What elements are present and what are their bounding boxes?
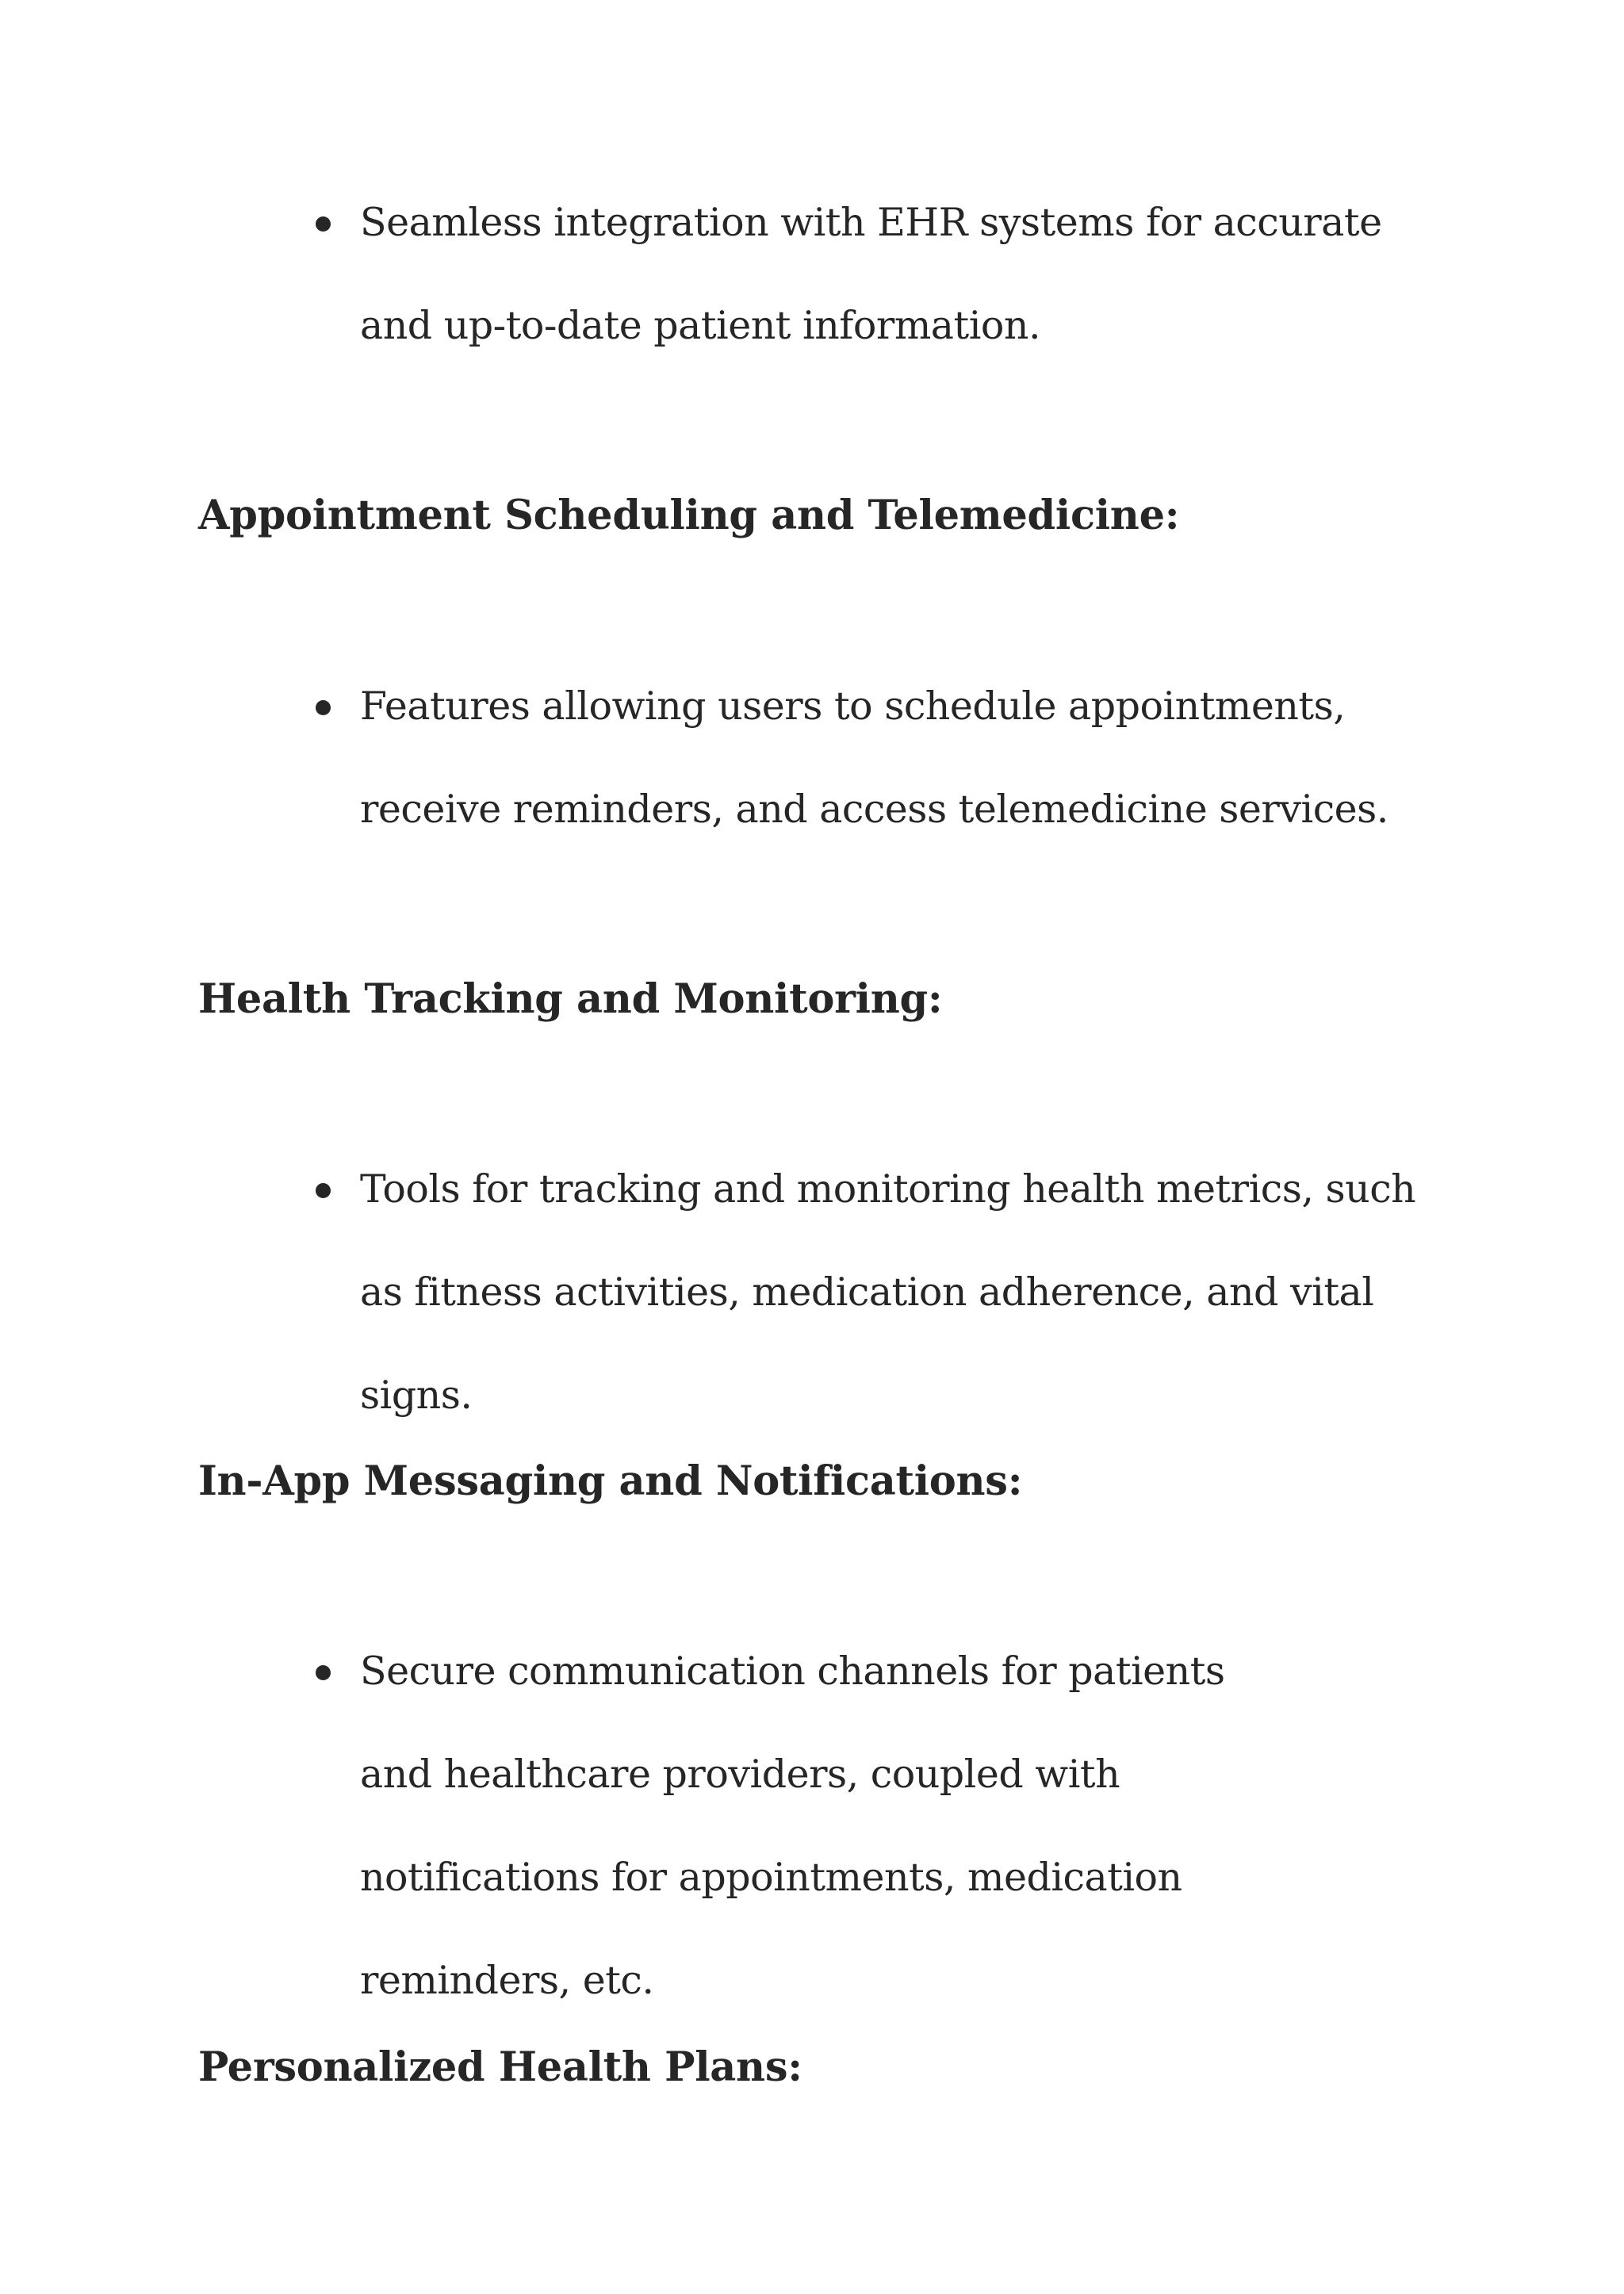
list-item-text: Secure communication channels for patients and healthcare providers, coupled with notifications for appointments, medication reminders, etc.: [360, 1649, 1225, 2003]
bullet-icon: [316, 1665, 331, 1680]
list-item-text: Tools for tracking and monitoring health metrics, such as fitness activities, medication adherence, and vital signs.: [360, 1166, 1416, 1418]
section-heading: Appointment Scheduling and Telemedicine:: [198, 492, 1180, 539]
bullet-icon: [316, 700, 331, 715]
section-heading: Health Tracking and Monitoring:: [198, 975, 943, 1023]
bullet-icon: [316, 216, 331, 232]
bullet-icon: [316, 1183, 331, 1198]
section-heading: In-App Messaging and Notifications:: [198, 1457, 1023, 1505]
list-item-text: Features allowing users to schedule appointments, receive reminders, and access telemedicine services.: [360, 684, 1388, 832]
list-item-text: Seamless integration with EHR systems for accurate and up-to-date patient information.: [360, 200, 1382, 348]
section-heading: Personalized Health Plans:: [198, 2043, 802, 2091]
